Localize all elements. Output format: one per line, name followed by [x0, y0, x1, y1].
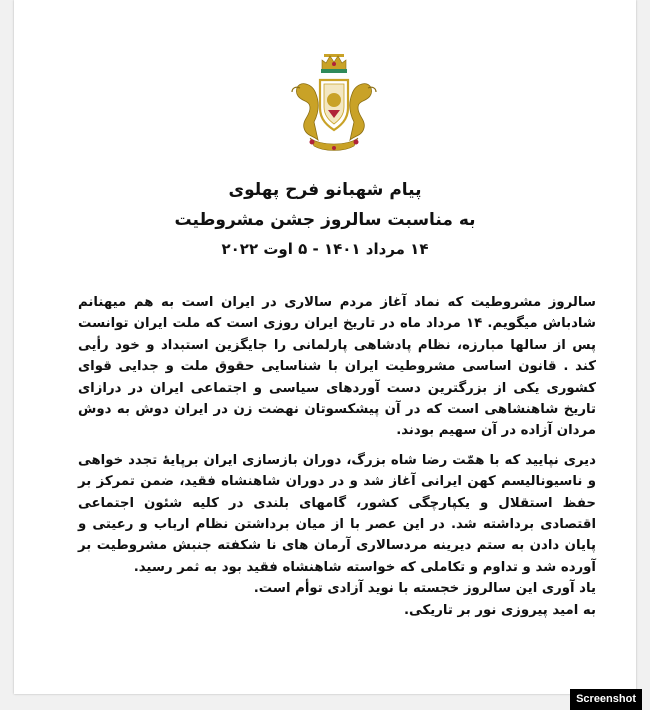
imperial-crest-icon	[284, 50, 384, 154]
paragraph-1: سالروز مشروطیت که نماد آغاز مردم سالاری در ایران است به هم میهنانم شادباش میگویم. ۱۴ مرداد ماه در تاریخ ایران روزی است که ملت ایران توانست پس از سالها مبارزه، نظام پادشاهی پارلمانی را جایگزین استبداد و خود رأیی کند . قانون اساسی مشروطیت ایران با شناسایی حقوق ملت و جدایی قوای کشوری یکی از بزرگترین دست آوردهای سیاسی و اجتماعی ایران در درازای تاریخ شاهنشاهی است که در آن پیشکسوتان نهضت زن در ایران دوش به دوش مردان آزاده در آن سهیم بودند.	[78, 295, 597, 439]
paragraph-4: به امید پیروزی نور بر تاریکی.	[403, 602, 596, 618]
screenshot-watermark: Screenshot	[570, 689, 642, 710]
document-date: ۱۴ مرداد ۱۴۰۱ - ۵ اوت ۲۰۲۲	[221, 240, 429, 258]
document-title: پیام شهبانو فرح پهلوی	[228, 180, 422, 200]
document-page	[14, 0, 636, 694]
paragraph-3: یاد آوری این سالروز خجسته با نوید آزادی توأم است.	[253, 581, 596, 597]
paragraph-2: دیری نپایید که با همّت رضا شاه بزرگ، دوران بازسازی ایران برپایهٔ تجدد خواهی و ناسیونالیسم کهن ایرانی آغاز شد و در دوران شاهنشاه فقید، ضمن تمرکز بر حفظ استقلال و یکپارچگی کشور، گامهای بلندی در کلیه شئون اجتماعی اقتصادی برداشته شد. در این عصر با از میان برداشتن نظام ارباب و رعیتی و پایان دادن به ستم دیرینه مردسالاری آرمان های نا شکفته جنبش مشروطیت بر آورده شد و تداوم و تکاملی که خواسته شاهنشاه فقید بود به ثمر رسید.	[78, 452, 596, 575]
message-body	[78, 292, 596, 621]
document-subtitle: به مناسبت سالروز جشن مشروطیت	[174, 210, 476, 230]
